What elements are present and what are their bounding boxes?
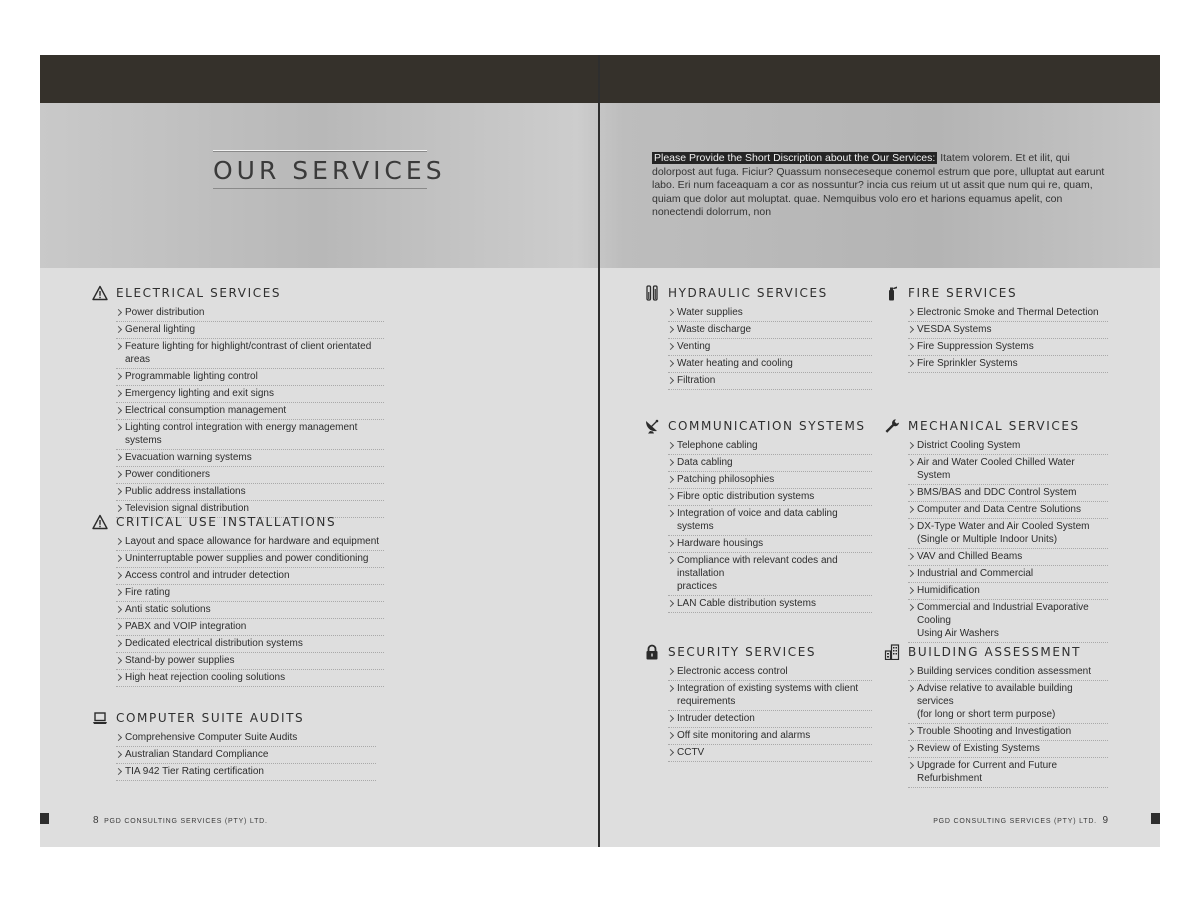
service-list (908, 305, 1108, 373)
footer-corner-mark-right (1151, 813, 1160, 824)
section-fire-services (884, 285, 1108, 373)
section-building-assessment (884, 644, 1108, 788)
section-title: HYDRAULIC SERVICES (668, 286, 828, 300)
intro-highlight: Please Provide the Short Discription about the Our Services: (654, 152, 936, 164)
wrench-icon (884, 418, 900, 434)
list-item: Commercial and Industrial Evaporative Cooling Using Air Washers (908, 600, 1108, 643)
section-title: SECURITY SERVICES (668, 645, 817, 659)
list-item: High heat rejection cooling solutions (116, 670, 384, 687)
service-list (668, 438, 872, 613)
list-item: TIA 942 Tier Rating certification (116, 764, 376, 781)
list-item: Compliance with relevant codes and installation practices (668, 553, 872, 596)
list-item: Emergency lighting and exit signs (116, 386, 384, 403)
service-list (908, 438, 1108, 643)
fire-extinguisher-icon (884, 285, 900, 301)
footer-left (93, 815, 268, 826)
service-list (116, 534, 384, 687)
list-item: Power distribution (116, 305, 384, 322)
warning-triangle-icon (92, 514, 108, 530)
list-item: DX-Type Water and Air Cooled System (Single or Multiple Indoor Units) (908, 519, 1108, 549)
list-item: Television signal distribution (116, 501, 384, 518)
title-rule-bottom (213, 188, 427, 189)
list-item: LAN Cable distribution systems (668, 596, 872, 613)
list-item: Computer and Data Centre Solutions (908, 502, 1108, 519)
intro-paragraph (652, 152, 1112, 220)
section-title: FIRE SERVICES (908, 286, 1018, 300)
pipes-icon (644, 285, 660, 301)
list-item: Filtration (668, 373, 872, 390)
section-title: ELECTRICAL SERVICES (116, 286, 282, 300)
list-item: BMS/BAS and DDC Control System (908, 485, 1108, 502)
list-item: Data cabling (668, 455, 872, 472)
list-item: Fire rating (116, 585, 384, 602)
service-list (908, 664, 1108, 788)
list-item: Electronic access control (668, 664, 872, 681)
list-item: Access control and intruder detection (116, 568, 384, 585)
section-title: COMPUTER SUITE AUDITS (116, 711, 305, 725)
list-item: Comprehensive Computer Suite Audits (116, 730, 376, 747)
list-item: Fire Suppression Systems (908, 339, 1108, 356)
list-item: Venting (668, 339, 872, 356)
warning-triangle-icon (92, 285, 108, 301)
section-computer-suite-audits (92, 710, 376, 781)
page-title: OUR SERVICES (213, 156, 446, 185)
intro-text: Itatem volorem. Et et ilit, qui dolorpost aut fuga. Ficiur? Quassum nonseceseque conemol estrum que pore, ulluptat aut earunt labo. Eri num faceaquam a cor as nossuntur? incia cus reium ut ut assit que num qui re, quam, quiam que dolor aut moluptat. quae. Nemquibus volo ero et harions equamus apelit, con nonectendi dolorrum, non (652, 152, 1105, 218)
section-mechanical-services (884, 418, 1108, 643)
list-item: Humidification (908, 583, 1108, 600)
section-title: CRITICAL USE INSTALLATIONS (116, 515, 337, 529)
list-item: VESDA Systems (908, 322, 1108, 339)
list-item: Stand-by power supplies (116, 653, 384, 670)
list-item: Layout and space allowance for hardware and equipment (116, 534, 384, 551)
satellite-dish-icon (644, 418, 660, 434)
list-item: Electrical consumption management (116, 403, 384, 420)
service-list (668, 664, 872, 762)
page-number: 9 (1102, 815, 1108, 826)
section-title: BUILDING ASSESSMENT (908, 645, 1082, 659)
footer-company: PGD CONSULTING SERVICES (PTY) LTD. (933, 818, 1097, 825)
brochure-spread (40, 55, 1160, 847)
list-item: Dedicated electrical distribution systems (116, 636, 384, 653)
service-list (116, 305, 384, 518)
service-list (668, 305, 872, 390)
list-item: Australian Standard Compliance (116, 747, 376, 764)
section-title: COMMUNICATION SYSTEMS (668, 419, 866, 433)
list-item: General lighting (116, 322, 384, 339)
list-item: Integration of existing systems with client requirements (668, 681, 872, 711)
building-icon (884, 644, 900, 660)
section-title: MECHANICAL SERVICES (908, 419, 1080, 433)
list-item: Fire Sprinkler Systems (908, 356, 1108, 373)
list-item: VAV and Chilled Beams (908, 549, 1108, 566)
list-item: Air and Water Cooled Chilled Water System (908, 455, 1108, 485)
laptop-icon (92, 710, 108, 726)
list-item: Water heating and cooling (668, 356, 872, 373)
list-item: Programmable lighting control (116, 369, 384, 386)
list-item: Water supplies (668, 305, 872, 322)
list-item: Lighting control integration with energy management systems (116, 420, 384, 450)
list-item: Intruder detection (668, 711, 872, 728)
section-communication-systems (644, 418, 872, 613)
list-item: Telephone cabling (668, 438, 872, 455)
list-item: Public address installations (116, 484, 384, 501)
list-item: Off site monitoring and alarms (668, 728, 872, 745)
section-critical-use-installations (92, 514, 384, 687)
list-item: Waste discharge (668, 322, 872, 339)
list-item: PABX and VOIP integration (116, 619, 384, 636)
section-electrical-services (92, 285, 384, 518)
list-item: Integration of voice and data cabling systems (668, 506, 872, 536)
list-item: Uninterruptable power supplies and power conditioning (116, 551, 384, 568)
list-item: Evacuation warning systems (116, 450, 384, 467)
list-item: Advise relative to available building services (for long or short term purpose) (908, 681, 1108, 724)
list-item: Electronic Smoke and Thermal Detection (908, 305, 1108, 322)
list-item: Trouble Shooting and Investigation (908, 724, 1108, 741)
list-item: Fibre optic distribution systems (668, 489, 872, 506)
page-number: 8 (93, 815, 99, 826)
footer-company: PGD CONSULTING SERVICES (PTY) LTD. (104, 818, 268, 825)
footer-corner-mark-left (40, 813, 49, 824)
page-title-block (213, 150, 446, 189)
page-spine (598, 55, 600, 847)
list-item: Feature lighting for highlight/contrast of client orientated areas (116, 339, 384, 369)
list-item: Upgrade for Current and Future Refurbishment (908, 758, 1108, 788)
padlock-icon (644, 644, 660, 660)
list-item: Industrial and Commercial (908, 566, 1108, 583)
service-list (116, 730, 376, 781)
list-item: Building services condition assessment (908, 664, 1108, 681)
list-item: Anti static solutions (116, 602, 384, 619)
list-item: CCTV (668, 745, 872, 762)
list-item: Review of Existing Systems (908, 741, 1108, 758)
section-security-services (644, 644, 872, 762)
list-item: Power conditioners (116, 467, 384, 484)
footer-right (933, 815, 1108, 826)
top-bar (40, 55, 1160, 103)
list-item: Hardware housings (668, 536, 872, 553)
list-item: Patching philosophies (668, 472, 872, 489)
list-item: District Cooling System (908, 438, 1108, 455)
section-hydraulic-services (644, 285, 872, 390)
